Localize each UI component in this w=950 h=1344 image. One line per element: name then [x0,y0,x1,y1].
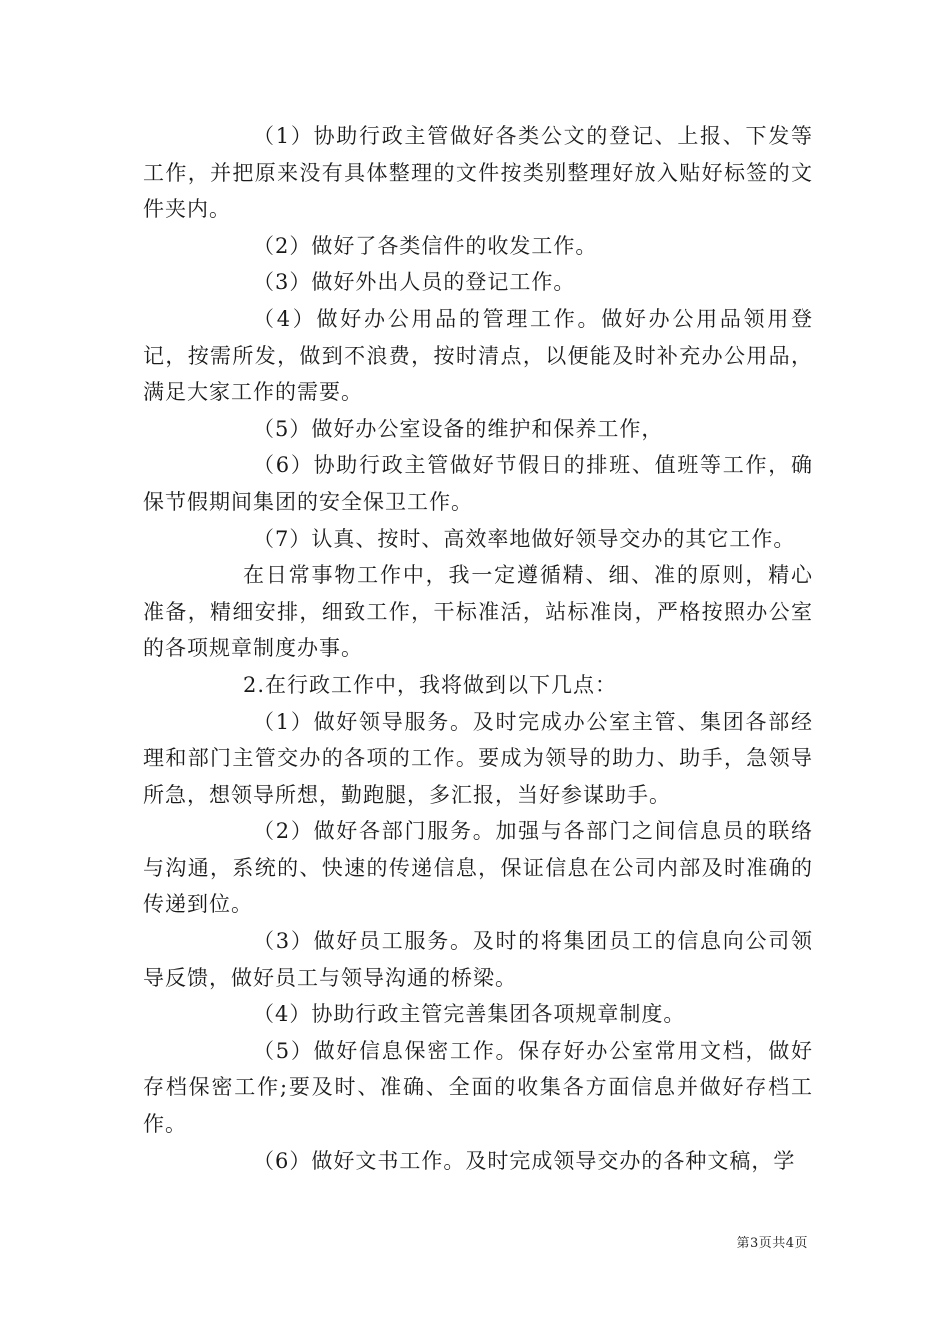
page-number: 第3页共4页 [736,1236,808,1251]
paragraph: （3）做好员工服务。及时的将集团员工的信息向公司领导反馈，做好员工与领导沟通的桥梁。 [143,929,813,990]
paragraph: （6）协助行政主管做好节假日的排班、值班等工作，确保节假期间集团的安全保卫工作。 [143,453,813,514]
paragraph: （2）做好了各类信件的收发工作。 [253,233,598,258]
paragraph: （4）做好办公用品的管理工作。做好办公用品领用登记，按需所发，做到不浪费，按时清点，以便能及时补充办公用品，满足大家工作的需要。 [143,306,813,405]
paragraph: （6）做好文书工作。及时完成领导交办的各种文稿，学 [253,1148,796,1173]
paragraph: （1）做好领导服务。及时完成办公室主管、集团各部经理和部门主管交办的各项的工作。要成为领导的助力、助手，急领导所急，想领导所想，勤跑腿，多汇报，当好参谋助手。 [143,709,813,807]
paragraph: （2）做好各部门服务。加强与各部门之间信息员的联络与沟通，系统的、快速的传递信息，保证信息在公司内部及时准确的传递到位。 [143,819,813,917]
document-body [143,118,813,1179]
paragraph: （5）做好信息保密工作。保存好办公室常用文档，做好存档保密工作;要及时、准确、全面的收集各方面信息并做好存档工作。 [143,1038,813,1137]
paragraph: 在日常事物工作中，我一定遵循精、细、准的原则，精心准备，精细安排，细致工作，干标准活，站标准岗，严格按照办公室的各项规章制度办事。 [143,563,813,661]
paragraph: （1）协助行政主管做好各类公文的登记、上报、下发等工作，并把原来没有具体整理的文件按类别整理好放入贴好标签的文件夹内。 [143,124,813,222]
paragraph: （3）做好外出人员的登记工作。 [253,270,576,295]
paragraph: （7）认真、按时、高效率地做好领导交办的其它工作。 [253,526,796,551]
paragraph: （4）协助行政主管完善集团各项规章制度。 [253,1002,686,1027]
section-heading: 2.在行政工作中，我将做到以下几点： [243,672,618,697]
paragraph: （5）做好办公室设备的维护和保养工作， [253,416,664,441]
